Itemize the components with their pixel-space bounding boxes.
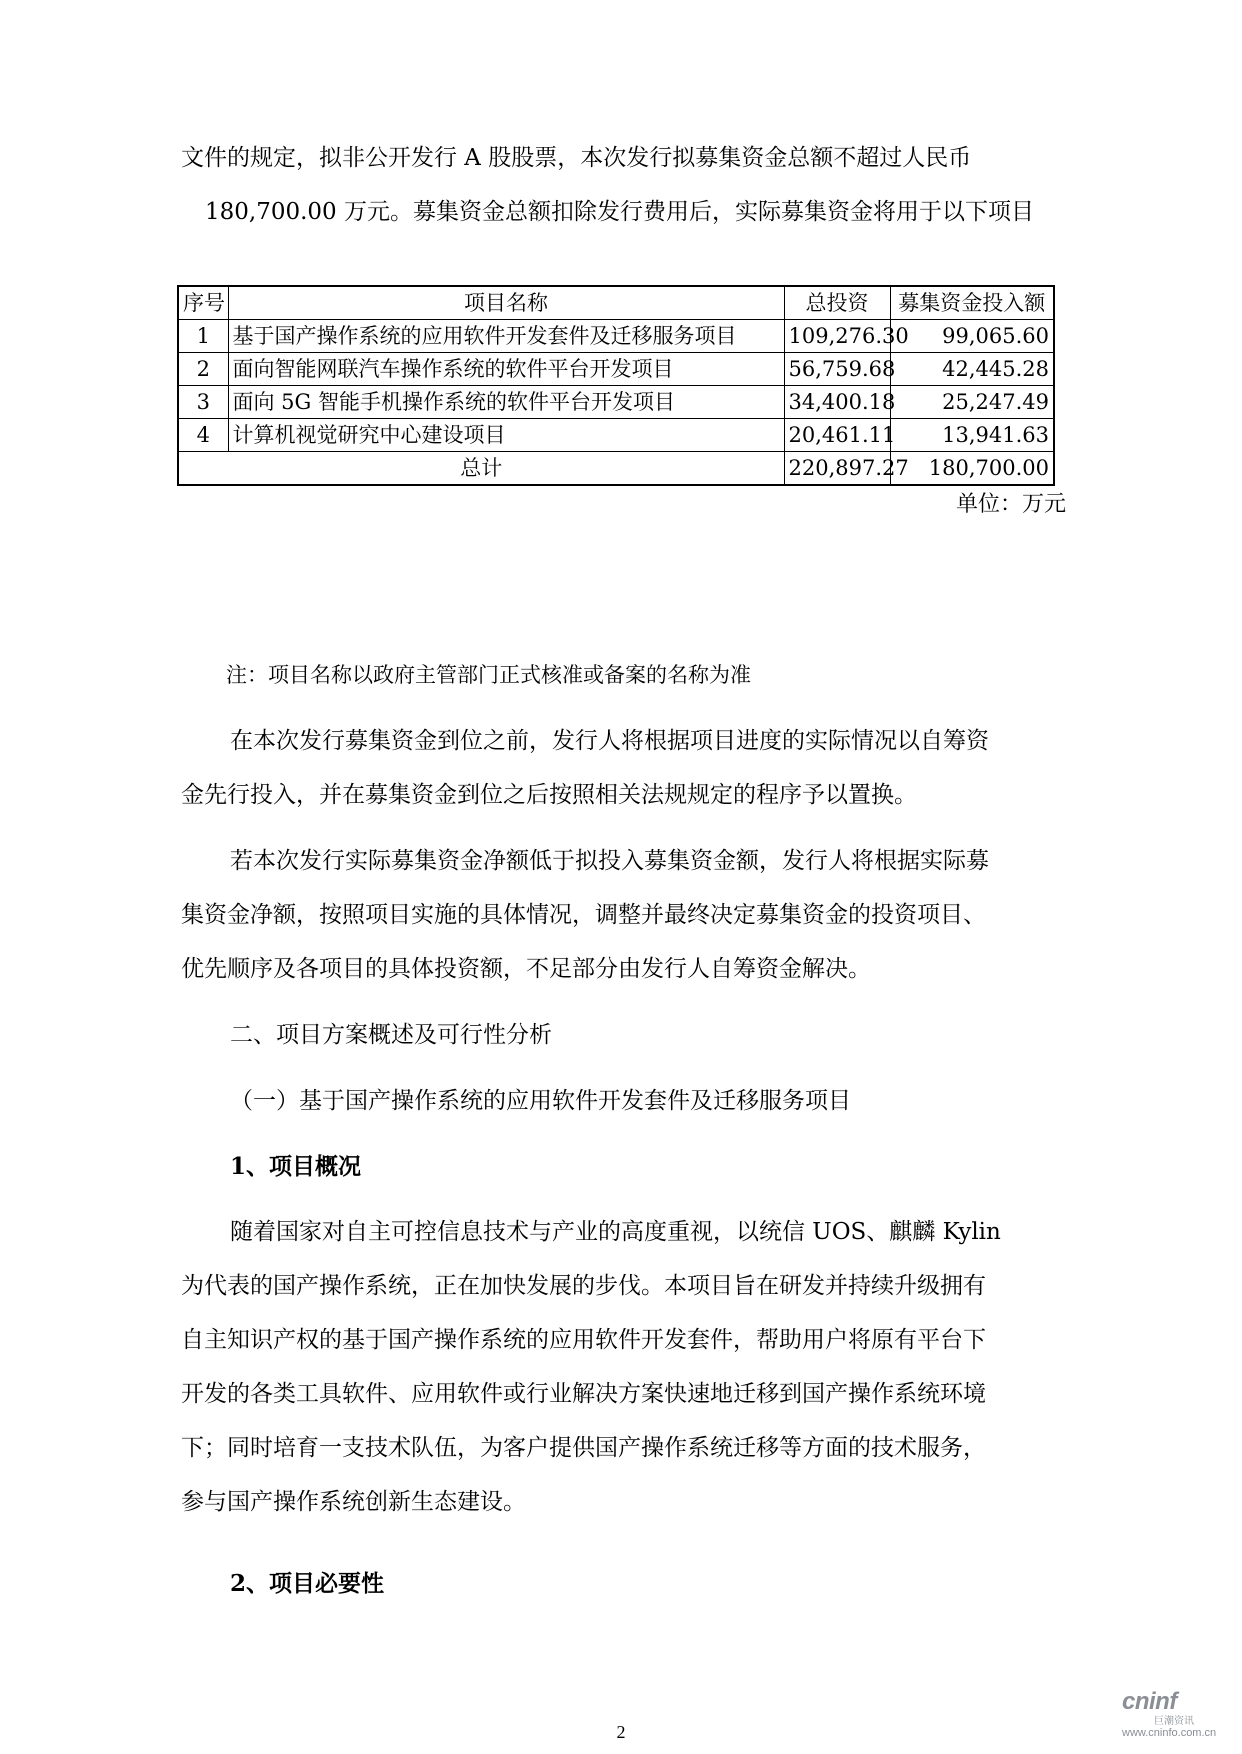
paragraph-line: 优先顺序及各项目的具体投资额，不足部分由发行人自筹资金解决。 bbox=[181, 956, 871, 982]
header-total-investment: 总投资 bbox=[784, 286, 890, 320]
watermark-brand: cninf bbox=[1122, 1688, 1177, 1715]
intro-line-1: 文件的规定，拟非公开发行 A 股股票，本次发行拟募集资金总额不超过人民币 bbox=[181, 145, 972, 171]
paragraph-line: 若本次发行实际募集资金净额低于拟投入募集资金额，发行人将根据实际募 bbox=[230, 848, 989, 874]
table-total-row bbox=[178, 452, 1054, 486]
table-row bbox=[178, 386, 1054, 419]
table-unit: 单位：万元 bbox=[955, 492, 1066, 517]
row-raised: 25,247.49 bbox=[890, 386, 1054, 419]
total-raised-sum: 180,700.00 bbox=[890, 452, 1054, 486]
row-seq: 1 bbox=[178, 320, 228, 353]
row-raised: 99,065.60 bbox=[890, 320, 1054, 353]
row-project-name: 面向智能网联汽车操作系统的软件平台开发项目 bbox=[228, 353, 784, 386]
header-seq: 序号 bbox=[178, 286, 228, 320]
table-row bbox=[178, 419, 1054, 452]
item-heading: 1、项目概况 bbox=[230, 1153, 362, 1180]
intro-line-2: 180,700.00 万元。募集资金总额扣除发行费用后，实际募集资金将用于以下项目 bbox=[205, 199, 1034, 225]
table-note: 注：项目名称以政府主管部门正式核准或备案的名称为准 bbox=[226, 663, 751, 687]
row-total: 20,461.11 bbox=[784, 419, 890, 452]
paragraph-line: 开发的各类工具软件、应用软件或行业解决方案快速地迁移到国产操作系统环境 bbox=[181, 1381, 986, 1407]
row-project-name: 基于国产操作系统的应用软件开发套件及迁移服务项目 bbox=[228, 320, 784, 353]
item-heading: 2、项目必要性 bbox=[230, 1570, 385, 1597]
row-seq: 3 bbox=[178, 386, 228, 419]
paragraph-line: 金先行投入，并在募集资金到位之后按照相关法规规定的程序予以置换。 bbox=[181, 782, 917, 808]
paragraph-line: 下；同时培育一支技术队伍，为客户提供国产操作系统迁移等方面的技术服务， bbox=[181, 1435, 986, 1461]
page-number: 2 bbox=[616, 1722, 626, 1742]
table-row bbox=[178, 320, 1054, 353]
row-seq: 2 bbox=[178, 353, 228, 386]
paragraph-line: 随着国家对自主可控信息技术与产业的高度重视，以统信 UOS、麒麟 Kylin bbox=[230, 1219, 1001, 1245]
row-raised: 42,445.28 bbox=[890, 353, 1054, 386]
total-investment-sum: 220,897.27 bbox=[784, 452, 890, 486]
watermark-cn: 巨潮资讯 bbox=[1154, 1716, 1194, 1727]
table-header-row bbox=[178, 286, 1054, 320]
section-heading: 二、项目方案概述及可行性分析 bbox=[230, 1022, 552, 1048]
row-total: 34,400.18 bbox=[784, 386, 890, 419]
cninfo-watermark-logo bbox=[1122, 1688, 1240, 1750]
table-row bbox=[178, 353, 1054, 386]
row-project-name: 面向 5G 智能手机操作系统的软件平台开发项目 bbox=[228, 386, 784, 419]
subsection-heading: （一）基于国产操作系统的应用软件开发套件及迁移服务项目 bbox=[230, 1088, 851, 1114]
total-label: 总计 bbox=[178, 452, 784, 486]
row-total: 56,759.68 bbox=[784, 353, 890, 386]
paragraph-line: 集资金净额，按照项目实施的具体情况，调整并最终决定募集资金的投资项目、 bbox=[181, 902, 986, 928]
header-project-name: 项目名称 bbox=[228, 286, 784, 320]
paragraph-line: 自主知识产权的基于国产操作系统的应用软件开发套件，帮助用户将原有平台下 bbox=[181, 1327, 986, 1353]
row-seq: 4 bbox=[178, 419, 228, 452]
row-total: 109,276.30 bbox=[784, 320, 890, 353]
row-raised: 13,941.63 bbox=[890, 419, 1054, 452]
fund-allocation-table bbox=[177, 285, 1055, 486]
row-project-name: 计算机视觉研究中心建设项目 bbox=[228, 419, 784, 452]
watermark-site: www.cninfo.com.cn bbox=[1122, 1727, 1217, 1739]
header-raised-amount: 募集资金投入额 bbox=[890, 286, 1054, 320]
paragraph-line: 在本次发行募集资金到位之前，发行人将根据项目进度的实际情况以自筹资 bbox=[230, 728, 989, 754]
paragraph-line: 为代表的国产操作系统，正在加快发展的步伐。本项目旨在研发并持续升级拥有 bbox=[181, 1273, 986, 1299]
paragraph-line: 参与国产操作系统创新生态建设。 bbox=[181, 1489, 526, 1515]
